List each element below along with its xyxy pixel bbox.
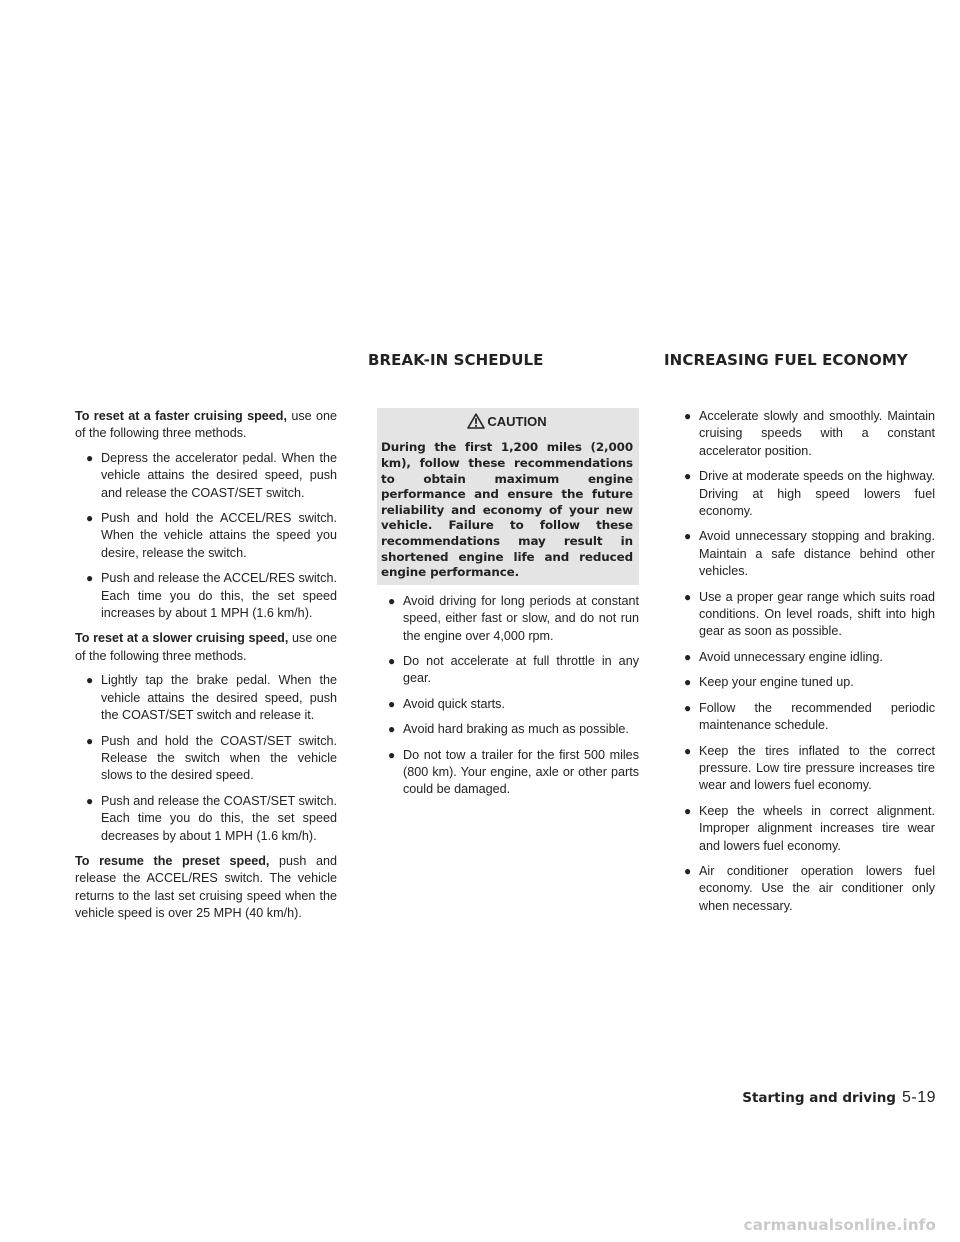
list-item: ● Use a proper gear range which suits road conditions. On level roads, shift into high gear as soon as possible. bbox=[684, 589, 935, 639]
bullet-icon: ● bbox=[684, 469, 692, 484]
column-cruise-control bbox=[75, 408, 337, 923]
bullet-icon: ● bbox=[388, 653, 396, 668]
bullet-icon: ● bbox=[86, 511, 94, 526]
list-item: ● Keep your engine tuned up. bbox=[673, 674, 935, 691]
caution-title: CAUTION bbox=[487, 414, 547, 429]
column-fuel-economy bbox=[673, 408, 935, 923]
list-item: ● Follow the recommended periodic maintenance schedule. bbox=[684, 700, 935, 733]
bullet-icon: ● bbox=[684, 649, 692, 664]
list-item: ● Drive at moderate speeds on the highway. Driving at high speed lowers fuel economy. bbox=[684, 469, 935, 519]
page-footer bbox=[742, 1089, 936, 1107]
heading-increasing-fuel-economy: INCREASING FUEL ECONOMY bbox=[664, 351, 908, 369]
bullet-icon: ● bbox=[86, 673, 94, 688]
list-item: ● Depress the accelerator pedal. When the vehicle attains the desired speed, push and release the COAST/SET switch. bbox=[86, 450, 337, 500]
list-faster-methods bbox=[75, 450, 337, 623]
footer-section-label: Starting and driving bbox=[742, 1090, 896, 1106]
text-slower-tail: use one of the following three methods. bbox=[75, 631, 337, 663]
list-item: ● Push and hold the ACCEL/RES switch. When the vehicle attains the speed you desire, release the switch. bbox=[86, 511, 337, 560]
bullet-icon: ● bbox=[684, 409, 692, 423]
list-item: ● Push and hold the COAST/SET switch. Release the switch when the vehicle slows to the desired speed. bbox=[86, 733, 337, 783]
list-item: ● Accelerate slowly and smoothly. Maintain cruising speeds with a constant accelerator position. bbox=[684, 409, 935, 458]
list-fuel-economy bbox=[673, 408, 935, 915]
bullet-icon: ● bbox=[684, 803, 692, 818]
caution-heading bbox=[381, 413, 633, 433]
watermark: carmanualsonline.info bbox=[743, 1215, 936, 1234]
list-item: ● Avoid unnecessary engine idling. bbox=[673, 649, 935, 666]
bullet-icon: ● bbox=[684, 743, 692, 758]
caution-box bbox=[377, 408, 639, 585]
list-item: ● Do not accelerate at full throttle in any gear. bbox=[388, 653, 639, 686]
bullet-icon: ● bbox=[684, 529, 692, 544]
caution-text: During the first 1,200 miles (2,000 km), follow these recommendations to obtain maximum engine performance and ensure the future reliability and economy of your new vehicle. Failure to follow these recommendations may result in shortened engine life and reduced engine performance. bbox=[381, 440, 633, 580]
warning-triangle-icon bbox=[467, 413, 485, 433]
list-item: ● Avoid unnecessary stopping and braking. Maintain a safe distance behind other vehicles. bbox=[684, 529, 935, 579]
run-head-faster: To reset at a faster cruising speed, bbox=[75, 409, 287, 423]
list-item: ● Push and release the COAST/SET switch. Each time you do this, the set speed decreases by about 1 MPH (1.6 km/h). bbox=[86, 793, 337, 843]
bullet-icon: ● bbox=[684, 589, 692, 604]
paragraph-slower-speed bbox=[75, 630, 337, 665]
bullet-icon: ● bbox=[684, 863, 692, 878]
paragraph-resume-speed bbox=[75, 853, 337, 923]
text-faster-tail: use one of the following three methods. bbox=[75, 409, 337, 441]
list-item: ● Lightly tap the brake pedal. When the vehicle attains the desired speed, push the COAST/SET switch and release it. bbox=[86, 673, 337, 723]
bullet-icon: ● bbox=[86, 733, 94, 748]
list-item: ● Keep the tires inflated to the correct pressure. Low tire pressure increases tire wear and lowers fuel economy. bbox=[684, 743, 935, 793]
bullet-icon: ● bbox=[684, 675, 692, 690]
bullet-icon: ● bbox=[684, 700, 692, 715]
bullet-icon: ● bbox=[388, 593, 396, 608]
list-slower-methods bbox=[75, 672, 337, 845]
heading-break-in-schedule: BREAK-IN SCHEDULE bbox=[368, 351, 544, 369]
bullet-icon: ● bbox=[86, 793, 94, 808]
list-item: ● Push and release the ACCEL/RES switch. Each time you do this, the set speed increases by about 1 MPH (1.6 km/h). bbox=[86, 571, 337, 621]
list-break-in bbox=[377, 593, 639, 799]
column-break-in bbox=[377, 408, 639, 807]
bullet-icon: ● bbox=[86, 571, 94, 586]
bullet-icon: ● bbox=[388, 747, 396, 762]
bullet-icon: ● bbox=[388, 696, 396, 711]
list-item: ● Keep the wheels in correct alignment. Improper alignment increases tire wear and lowers fuel economy. bbox=[684, 803, 935, 853]
run-head-resume: To resume the preset speed, bbox=[75, 853, 270, 868]
list-item: ● Avoid quick starts. bbox=[377, 696, 639, 713]
run-head-slower: To reset at a slower cruising speed, bbox=[75, 631, 289, 646]
page-number: 5-19 bbox=[901, 1089, 936, 1106]
list-item: ● Avoid hard braking as much as possible. bbox=[377, 721, 639, 738]
list-item: ● Avoid driving for long periods at constant speed, either fast or slow, and do not run the engine over 4,000 rpm. bbox=[388, 593, 639, 643]
text-resume-tail: push and release the ACCEL/RES switch. The vehicle returns to the last set cruising speed when the vehicle speed is over 25 MPH (40 km/h). bbox=[75, 853, 337, 921]
list-item: ● Air conditioner operation lowers fuel economy. Use the air conditioner only when necessary. bbox=[684, 863, 935, 913]
paragraph-faster-speed bbox=[75, 408, 337, 443]
list-item: ● Do not tow a trailer for the first 500 miles (800 km). Your engine, axle or other parts could be damaged. bbox=[388, 747, 639, 797]
bullet-icon: ● bbox=[388, 722, 396, 737]
bullet-icon: ● bbox=[86, 450, 94, 465]
